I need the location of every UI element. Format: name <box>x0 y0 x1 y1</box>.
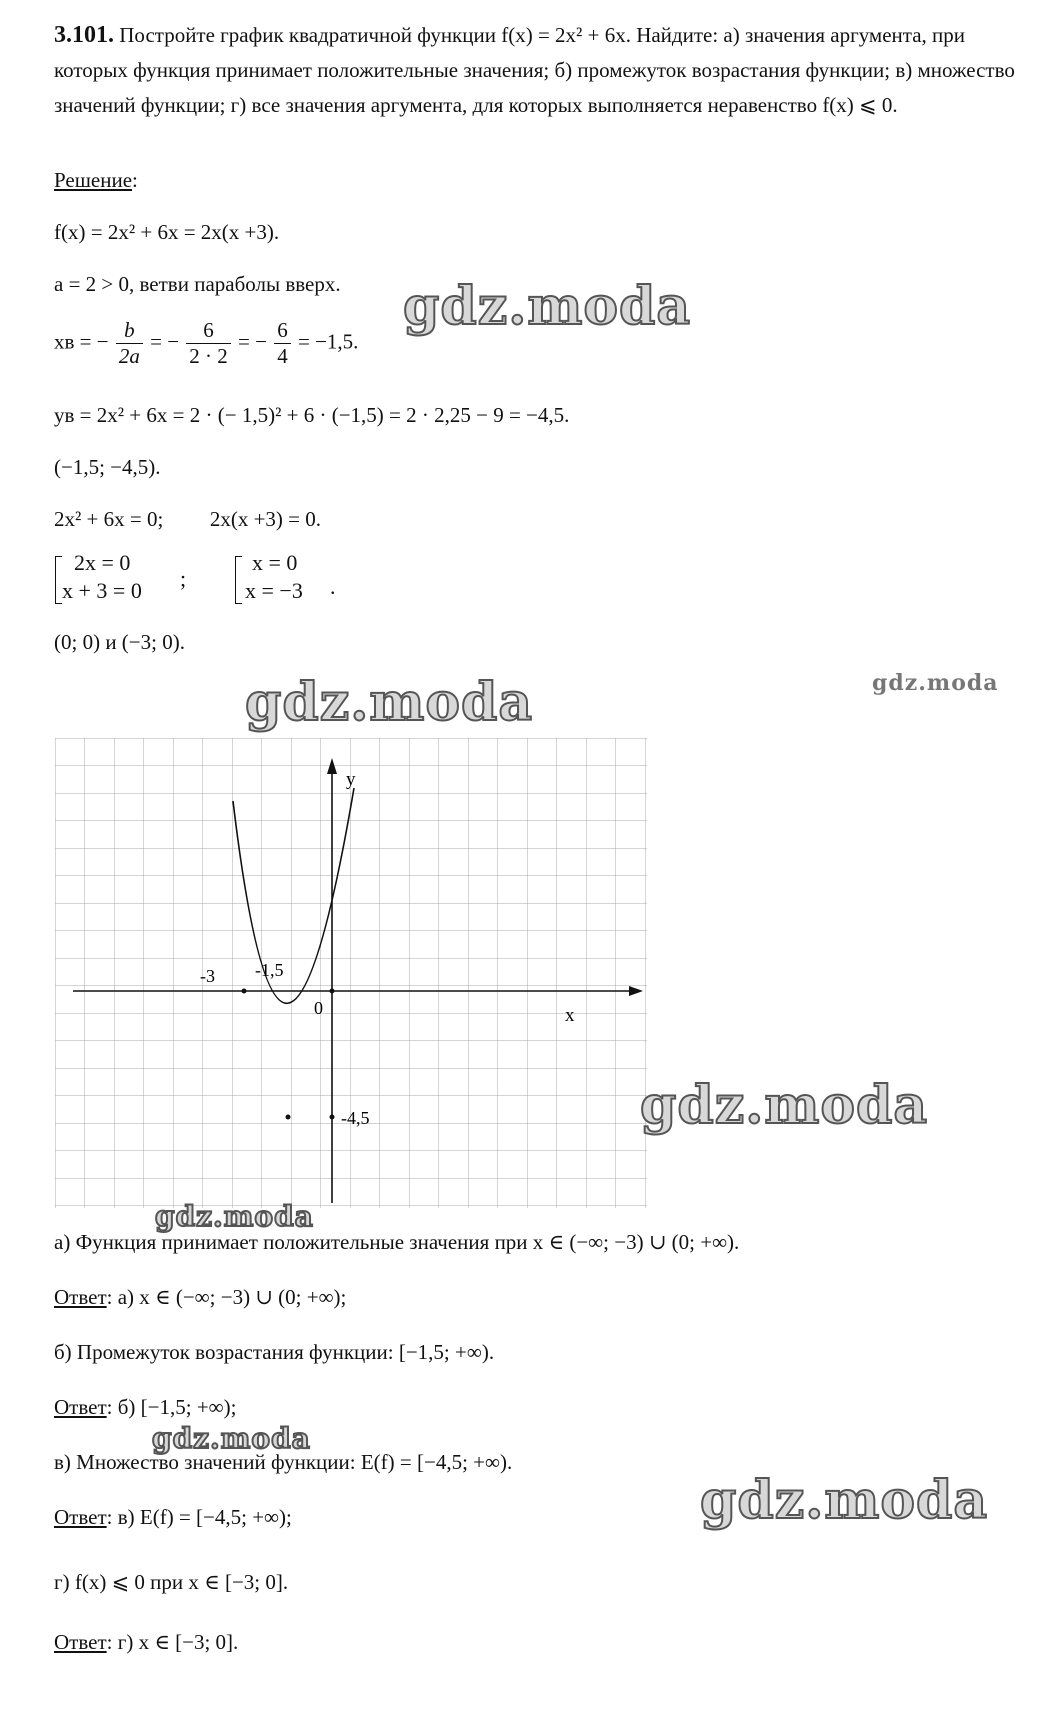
answer-d <box>54 1630 238 1655</box>
watermark-4: gdz.moda <box>640 1075 929 1136</box>
frac1-den: 2a <box>118 344 140 369</box>
frac3-num: 6 <box>274 318 291 344</box>
sys1-sep: ; <box>180 566 187 591</box>
answer-a <box>54 1285 346 1310</box>
bracket-1 <box>55 556 62 604</box>
answer-a-label: Ответ <box>54 1285 107 1309</box>
watermark-1: gdz.moda <box>403 276 692 337</box>
answer-d-label: Ответ <box>54 1630 107 1654</box>
xv-label: xв = − <box>54 329 109 354</box>
frac3-den: 4 <box>277 344 288 369</box>
watermark-3: gdz.moda <box>872 670 999 696</box>
tick-neg1-5: -1,5 <box>255 960 284 980</box>
step-vertex-y: yв = 2x² + 6x = 2 · (− 1,5)² + 6 · (−1,5) = 2 · 2,25 − 9 = −4,5. <box>54 403 570 427</box>
root-point-neg3 <box>242 989 247 994</box>
root-point-0 <box>330 989 335 994</box>
watermark-2: gdz.moda <box>245 672 534 733</box>
step-vertex: (−1,5; −4,5). <box>54 455 161 479</box>
step-branches: a = 2 > 0, ветви параболы вверх. <box>54 272 341 296</box>
eq2: 2x(x +3) = 0. <box>209 507 322 531</box>
step-vertex-x <box>54 318 358 369</box>
watermark-6: gdz.moda <box>152 1422 311 1455</box>
task-number: 3.101. <box>54 22 114 48</box>
answer-b <box>54 1395 236 1420</box>
tick-point-neg45 <box>330 1115 335 1120</box>
vertex-point <box>286 1115 291 1120</box>
xv-mid1: = − <box>150 329 180 354</box>
answer-a-text: а) Функция принимает положительные значения при x ∈ (−∞; −3) ∪ (0; +∞). <box>54 1230 740 1254</box>
sys2-b: x = −3 <box>245 578 303 603</box>
sys1-b: x + 3 = 0 <box>62 578 142 603</box>
xv-result: = −1,5. <box>297 329 359 354</box>
frac2-den: 2 · 2 <box>189 344 228 369</box>
bracket-2 <box>235 556 242 604</box>
solution-label: Решение <box>54 168 133 192</box>
answer-c-text: в) Множество значений функции: E(f) = [−4,5; +∞). <box>54 1450 513 1474</box>
answer-c <box>54 1505 292 1530</box>
frac2-num: 6 <box>186 318 231 344</box>
answer-c-value: : в) E(f) = [−4,5; +∞); <box>106 1505 292 1529</box>
answer-b-value: : б) [−1,5; +∞); <box>106 1395 237 1419</box>
step-roots: (0; 0) и (−3; 0). <box>54 630 185 654</box>
sys2-a: x = 0 <box>252 550 298 575</box>
solution-heading: Решение: <box>54 168 138 192</box>
answer-b-text: б) Промежуток возрастания функции: [−1,5; +∞). <box>54 1340 495 1364</box>
answer-d-text: г) f(x) ⩽ 0 при x ∈ [−3; 0]. <box>54 1570 289 1594</box>
answer-d-value: : г) x ∈ [−3; 0]. <box>106 1630 239 1654</box>
fraction-6-2x2 <box>186 318 231 369</box>
answer-a-value: : а) x ∈ (−∞; −3) ∪ (0; +∞); <box>106 1285 347 1309</box>
watermark-5: gdz.moda <box>155 1200 314 1233</box>
sys2-sep: . <box>330 574 336 599</box>
task-statement <box>54 18 1044 123</box>
task-text: Постройте график квадратичной функции f(x) = 2x² + 6x. Найдите: а) значения аргумента, при которых функция принимает положительные значения; б) промежуток возрастания функции; в) множество значений функции; г) все значения аргумента, для которых выполняется неравенство f(x) ⩽ 0. <box>54 23 1015 117</box>
step-equation <box>54 507 321 532</box>
xv-mid2: = − <box>238 329 267 354</box>
y-axis-label: y <box>346 769 356 790</box>
fraction-6-4 <box>274 318 291 369</box>
frac1-num: b <box>116 318 143 344</box>
eq1: 2x² + 6x = 0; <box>54 507 164 531</box>
x-axis-label: x <box>565 1005 575 1026</box>
answer-b-label: Ответ <box>54 1395 107 1419</box>
step-factor: f(x) = 2x² + 6x = 2x(x +3). <box>54 220 280 244</box>
parabola-graph <box>55 738 647 1208</box>
sys1-a: 2x = 0 <box>74 550 131 575</box>
answer-c-label: Ответ <box>54 1505 107 1529</box>
watermark-7: gdz.moda <box>700 1470 989 1531</box>
fraction-b-2a <box>116 318 143 369</box>
tick-neg4-5: -4,5 <box>341 1108 370 1128</box>
tick-neg3: -3 <box>200 966 215 986</box>
tick-0: 0 <box>314 998 323 1018</box>
